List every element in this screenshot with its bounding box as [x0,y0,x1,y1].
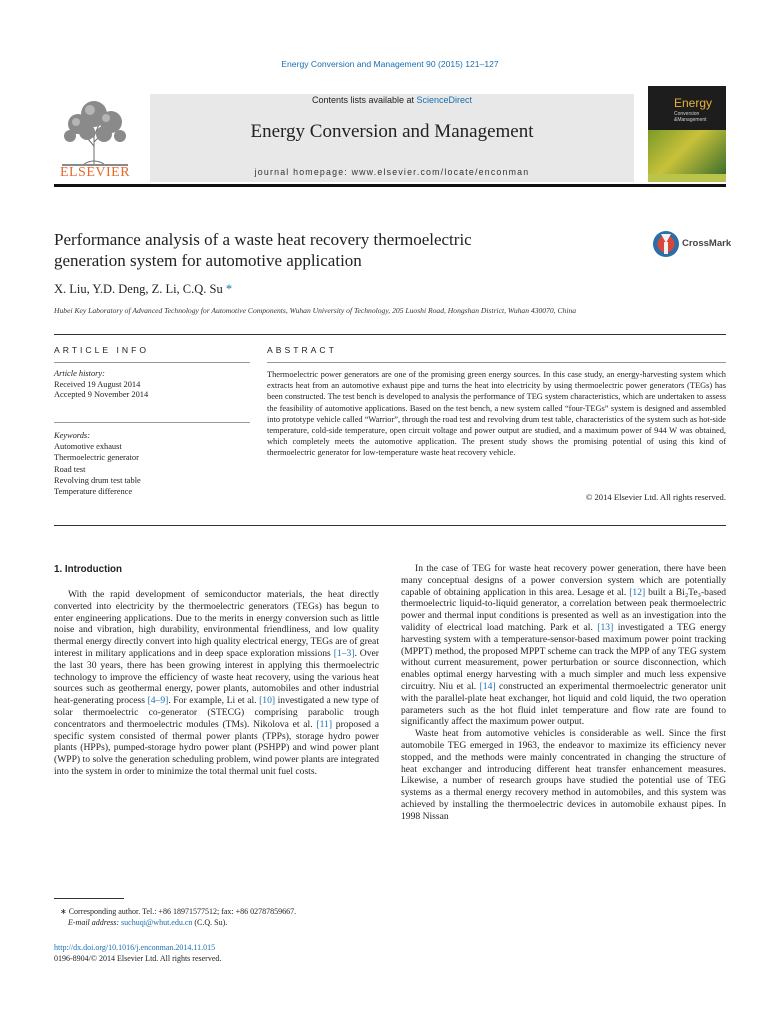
corresponding-author-footnote [60,906,390,928]
email-suffix: (C.Q. Su). [192,918,228,927]
abstract-text: Thermoelectric power generators are one of the promising green energy sources. In this case study, an energy-harvesting system which extracts heat from an automotive exhaust pipe and turns the heat into electricity by using thermoelectric power generators (TEGs) has been constructed. The test bench is developed to analysis the performance of TEG system characteristics, which are undertaken to assess the feasibility of automotive applications. Based on the test bench, a new system called “four-TEGs” system is designed and assembled into prototype vehicle called “Warrior”, through the road test and revolving drum test table, characteristics of the system such as hot-side temperature, cold-side temperature, open circuit voltage and power output are studied, and a maximum power of 944 W was obtained, which completely meets the automotive application. The present study shows the promising potential of using this kind of thermoelectric generator for low-temperature waste heat recovery vehicle. [267,370,726,458]
reference-link[interactable]: [12] [629,586,646,598]
accepted-date: Accepted 9 November 2014 [54,390,149,400]
reference-link[interactable]: [10] [259,695,276,707]
received-date: Received 19 August 2014 [54,379,141,389]
author-list [54,282,232,297]
elsevier-wordmark[interactable]: ELSEVIER [59,165,131,180]
article-title: Performance analysis of a waste heat recovery thermoelectric generation system for automotive application [54,230,472,270]
keyword-item: Thermoelectric generator [54,453,139,463]
abstract-heading: ABSTRACT [267,345,337,355]
crossmark-label[interactable]: CrossMark [682,238,732,249]
footnote-rule [54,898,124,899]
abstract-bottom-rule [54,525,726,526]
reference-link[interactable]: [13] [597,621,614,633]
author-email-link[interactable]: suchuqi@whut.edu.cn [121,918,193,927]
paragraph: With the rapid development of semiconductor materials, the heat directly converted into electricity by the thermoelectric generators (TEGs) has begun to enter engineering applications. Due to the merits in energy conversion such as little noise and vibration, high durability, environmental friendliness, and low quality thermal energy directly convert into high quality electrical energy, TEGs are of great interest in military applications and in deep space exploration missions [1–3]. Over the last 30 years, there has been growing interest in applying this thermoelectric technology to improve the efficiency of waste heat recovery, using the various heat sources such as geothermal energy, power plants, automobiles and other industrial heat-generating process [4–9]. For example, Li et al. [10] investigated a new type of solar thermoelectric co-generator (STECG) comprising parabolic trough concentrators and thermoelectric modules (TMs). Nikolova et al. [11] proposed a specific system consisted of thermal power plants (TPPs), storage hydro power plants (HPPs), pumped-storage hydro power plant (PSHPP) and wind power plant (WPP) to solve the generation scheduling problem, wind power plants are integrated into the system in order to minimize the total thermal unit fuel costs. [54,589,379,777]
author-affiliation: Hubei Key Laboratory of Advanced Technology for Automotive Components, Wuhan University of Technology, 205 Luoshi Road, Hongshan District, Wuhan 430070, China [54,306,577,315]
keywords-rule [54,422,250,423]
issn-copyright: 0196-8904/© 2014 Elsevier Ltd. All rights reserved. [54,954,222,963]
history-label: Article history: [54,369,105,378]
journal-cover-thumbnail[interactable] [648,86,726,182]
cover-image [648,130,726,174]
reference-link[interactable]: [11] [316,718,333,730]
journal-homepage[interactable]: journal homepage: www.elsevier.com/locate/enconman [254,167,530,177]
keywords-label: Keywords: [54,431,90,440]
corresponding-author-mark[interactable]: * [225,282,233,296]
abstract-rule [267,362,726,363]
email-label: E-mail address: [68,918,122,927]
contents-available-line [150,95,634,105]
section-heading-introduction: 1. Introduction [54,564,123,575]
reference-link[interactable]: [1–3] [333,647,355,659]
cover-footer [648,174,726,182]
cover-title: Energy [674,96,713,110]
doi-block [54,942,384,964]
masthead-rule [54,184,726,187]
paragraph: In the case of TEG for waste heat recovery power generation, there have been many conceptual designs of a power conversion system which are potentially capable of obtaining application in this area. Lesage et al. [12] built a Bi₂Te₃-based thermoelectric liquid-to-liquid generator, a correlation between peak thermoelectric power and thermal input conditions is presented as well as an investigation into the validity of electrical load matching. Park et al. [13] investigated a TEG energy harvesting system with a temperature-sensor-based maximum power point tracking (MPPT) method, the proposed MPPT scheme can track the MPP of any TEG system without current measurement, power perturbation or source disconnection, which enables optimal energy harvesting with a much simpler and much less expensive circuitry. Niu et al. [14] constructed an experimental thermoelectric generator unit with the parallel-plate heat exchanger, hot liquid and cold liquid, the two operation parameters such as the hot fluid inlet temperature and flow rate are found to significantly affect the maximum power output. [401,563,726,728]
journal-title: Energy Conversion and Management [250,121,534,142]
authors-text: X. Liu, Y.D. Deng, Z. Li, C.Q. Su [54,282,223,296]
keyword-item: Automotive exhaust [54,442,122,452]
article-info-heading: ARTICLE INFO [54,345,150,355]
article-info-rule [54,362,250,363]
body-column-left [54,589,379,778]
sciencedirect-link[interactable]: ScienceDirect [416,95,473,105]
article-history [54,369,250,401]
keyword-item: Revolving drum test table [54,475,141,485]
keywords-block [54,430,250,497]
abstract-copyright: © 2014 Elsevier Ltd. All rights reserved. [585,492,726,502]
body-column-right [401,563,726,823]
doi-link[interactable]: http://dx.doi.org/10.1016/j.enconman.2014.11.015 [54,943,216,952]
contents-prefix: Contents lists available at [311,95,417,105]
reference-link[interactable]: [14] [479,680,496,692]
keyword-item: Temperature difference [54,487,133,497]
journal-citation[interactable]: Energy Conversion and Management 90 (2015) 121–127 [281,59,499,69]
reference-link[interactable]: [4–9] [147,695,169,707]
cover-subtitle: Conversion &Management [674,111,707,123]
footnote-contact: ∗ Corresponding author. Tel.: +86 18971577512; fax: +86 02787859667. [60,907,297,916]
title-rule [54,334,726,335]
paragraph: Waste heat from automotive vehicles is considerable as well. Since the first automobile TEG emerged in 1963, the endeavor to maximize its efficiency never stopped, and the methods were mainly concentrated in changing the structure of heat exchanger and introducing different heat transfer enhancement measures. Likewise, a number of research groups have studied the potential use of TEG systems as a thermal energy recovery method in automobiles, and this system was achieved by installing the thermoelectric devices in automobile exhaust pipes. In 1998 Nissan [401,728,726,822]
keyword-item: Road test [54,464,86,474]
